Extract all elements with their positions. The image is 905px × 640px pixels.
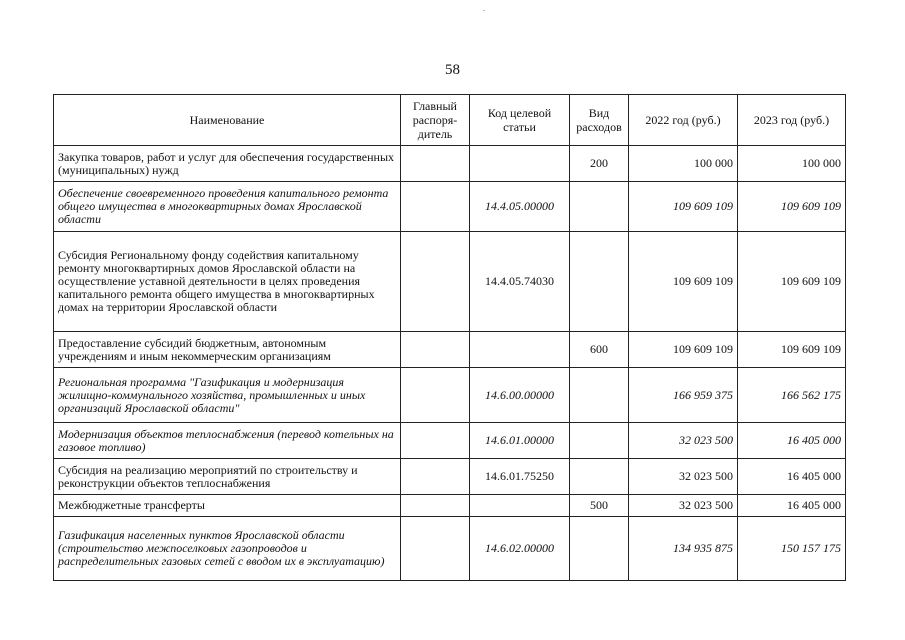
cell-admin	[401, 332, 470, 368]
cell-y2023: 109 609 109	[738, 182, 846, 232]
cell-code: 14.6.01.00000	[470, 423, 570, 459]
cell-type	[570, 423, 629, 459]
page-number: 58	[445, 62, 460, 78]
cell-type	[570, 517, 629, 581]
cell-y2022: 32 023 500	[629, 459, 738, 495]
cell-type	[570, 368, 629, 423]
cell-y2023: 100 000	[738, 146, 846, 182]
table-row	[54, 495, 846, 517]
cell-code	[470, 495, 570, 517]
header-2023: 2023 год (руб.)	[738, 95, 846, 146]
table-row	[54, 182, 846, 232]
cell-type	[570, 182, 629, 232]
table-header-row	[54, 95, 846, 146]
cell-admin	[401, 423, 470, 459]
cell-y2023: 16 405 000	[738, 423, 846, 459]
cell-code: 14.4.05.00000	[470, 182, 570, 232]
header-2022: 2022 год (руб.)	[629, 95, 738, 146]
cell-name: Субсидия на реализацию мероприятий по строительству и реконструкции объектов теплоснабжения	[54, 459, 401, 495]
cell-y2022: 32 023 500	[629, 495, 738, 517]
cell-name: Закупка товаров, работ и услуг для обеспечения государственных (муниципальных) нужд	[54, 146, 401, 182]
cell-name: Межбюджетные трансферты	[54, 495, 401, 517]
cell-name: Газификация населенных пунктов Ярославской области (строительство межпоселковых газопроводов и распределительных газовых сетей с вводом их в эксплуатацию)	[54, 517, 401, 581]
cell-type	[570, 232, 629, 332]
table-row	[54, 232, 846, 332]
cell-admin	[401, 182, 470, 232]
cell-name: Региональная программа "Газификация и модернизация жилищно-коммунального хозяйства, промышленных и иных организаций Ярославской области"	[54, 368, 401, 423]
scan-artifact	[483, 10, 485, 11]
table-row	[54, 517, 846, 581]
cell-y2023: 16 405 000	[738, 459, 846, 495]
table-row	[54, 146, 846, 182]
cell-type: 200	[570, 146, 629, 182]
cell-name: Модернизация объектов теплоснабжения (перевод котельных на газовое топливо)	[54, 423, 401, 459]
cell-name: Обеспечение своевременного проведения капитального ремонта общего имущества в многоквартирных домах Ярославской области	[54, 182, 401, 232]
cell-name: Предоставление субсидий бюджетным, автономным учреждениям и иным некоммерческим организациям	[54, 332, 401, 368]
cell-code: 14.6.01.75250	[470, 459, 570, 495]
cell-y2023: 109 609 109	[738, 332, 846, 368]
cell-y2023: 16 405 000	[738, 495, 846, 517]
cell-y2022: 134 935 875	[629, 517, 738, 581]
cell-y2023: 109 609 109	[738, 232, 846, 332]
cell-admin	[401, 517, 470, 581]
cell-code: 14.6.02.00000	[470, 517, 570, 581]
cell-admin	[401, 459, 470, 495]
cell-y2022: 100 000	[629, 146, 738, 182]
cell-admin	[401, 368, 470, 423]
cell-y2023: 150 157 175	[738, 517, 846, 581]
budget-table	[53, 94, 846, 581]
cell-type: 600	[570, 332, 629, 368]
table-row	[54, 368, 846, 423]
header-code: Код целевой статьи	[470, 95, 570, 146]
header-admin: Главный распоря-дитель	[401, 95, 470, 146]
cell-name: Субсидия Региональному фонду содействия капитальному ремонту многоквартирных домов Ярославской области на осуществление уставной деятельности в целях проведения капитального ремонта общего имущества в многоквартирных домах на территории Ярославской области	[54, 232, 401, 332]
cell-code	[470, 146, 570, 182]
cell-type	[570, 459, 629, 495]
header-name: Наименование	[54, 95, 401, 146]
cell-y2023: 166 562 175	[738, 368, 846, 423]
cell-y2022: 32 023 500	[629, 423, 738, 459]
cell-admin	[401, 146, 470, 182]
cell-type: 500	[570, 495, 629, 517]
cell-code: 14.6.00.00000	[470, 368, 570, 423]
table-row	[54, 423, 846, 459]
cell-admin	[401, 232, 470, 332]
table-row	[54, 459, 846, 495]
cell-y2022: 109 609 109	[629, 182, 738, 232]
table-row	[54, 332, 846, 368]
cell-code: 14.4.05.74030	[470, 232, 570, 332]
header-type: Вид расходов	[570, 95, 629, 146]
cell-admin	[401, 495, 470, 517]
cell-code	[470, 332, 570, 368]
cell-y2022: 109 609 109	[629, 232, 738, 332]
cell-y2022: 109 609 109	[629, 332, 738, 368]
cell-y2022: 166 959 375	[629, 368, 738, 423]
